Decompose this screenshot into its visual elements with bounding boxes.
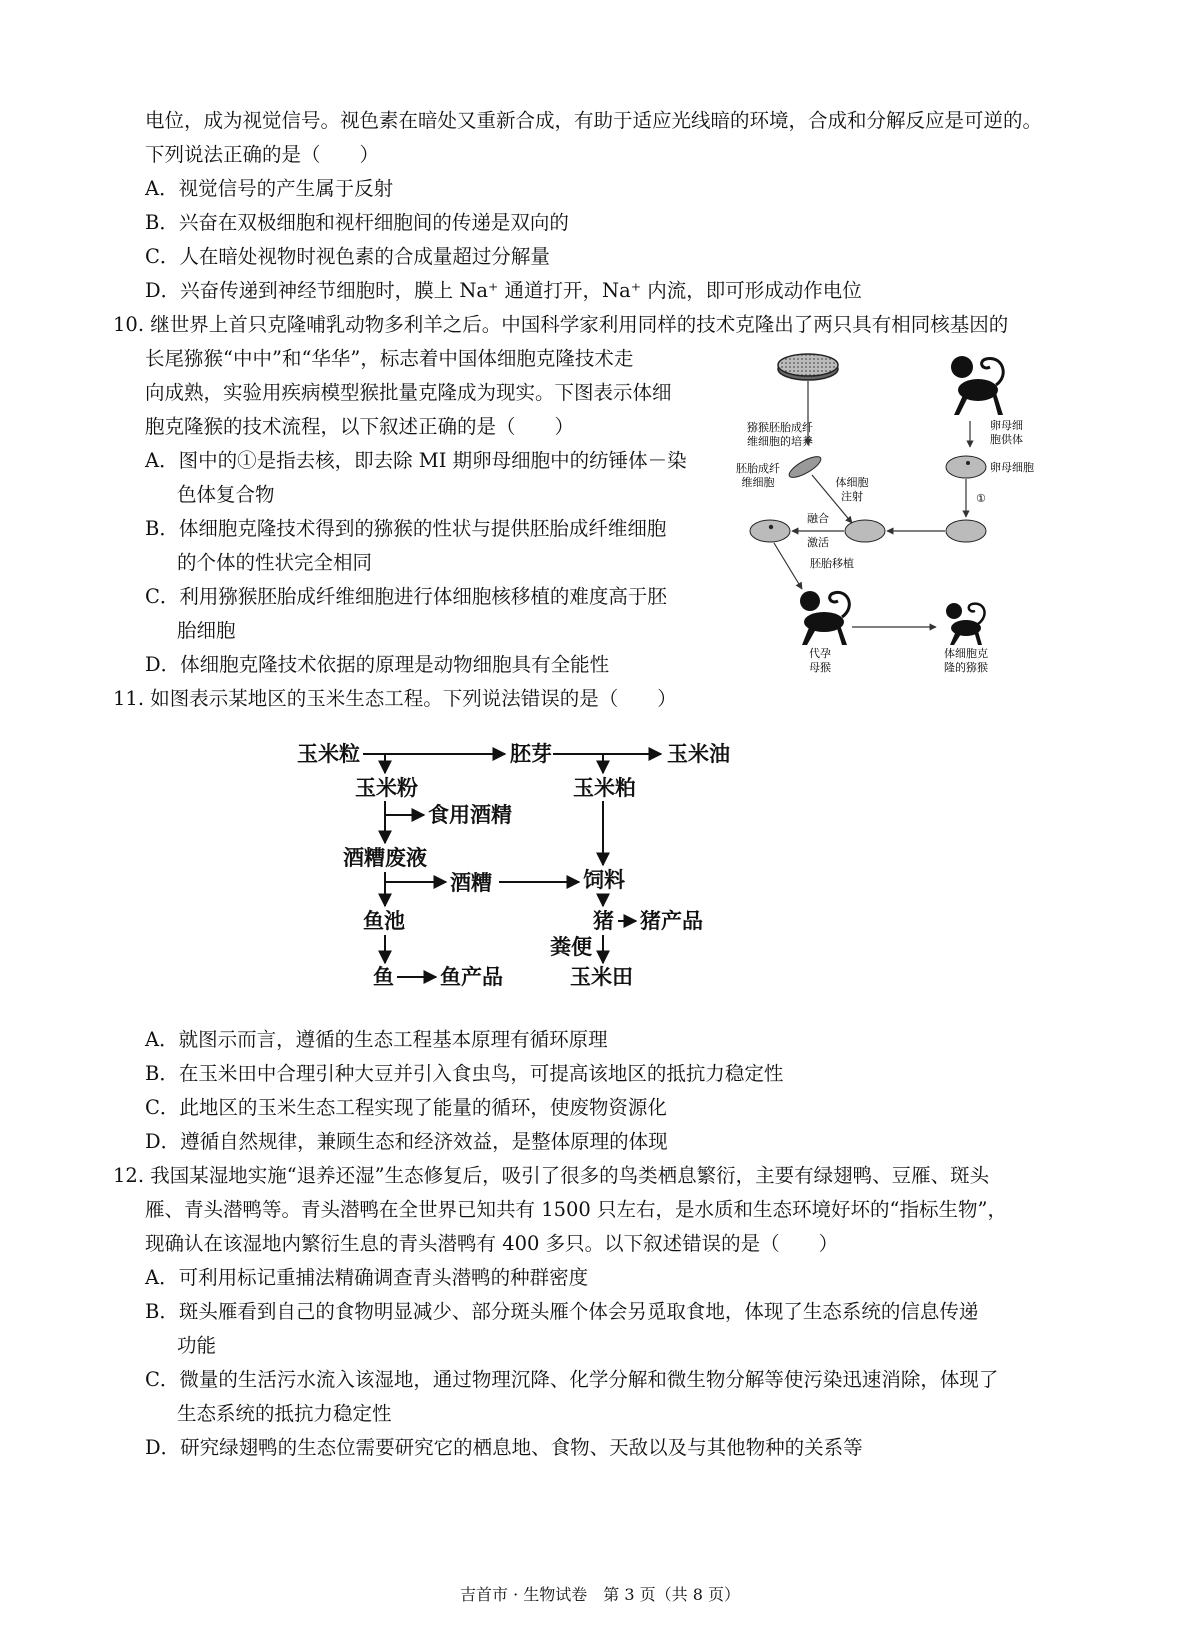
injected-oocyte-icon	[845, 520, 885, 542]
node-pork-product: 猪产品	[640, 909, 703, 933]
q12-stem-line2: 雁、青头潜鸭等。青头潜鸭在全世界已知共有 1500 只左右，是水质和生态环境好坏的“指标生物”，	[145, 1198, 1007, 1221]
q12-option-c: C．微量的生活污水流入该湿地，通过物理沉降、化学分解和微生物分解等使污染迅速消除，体现了	[145, 1368, 999, 1391]
fusion-label-2: 激活	[807, 536, 829, 549]
q9-option-c: C．人在暗处视物时视色素的合成量超过分解量	[145, 245, 550, 268]
node-corn-oil: 玉米油	[667, 742, 730, 766]
surrogate-monkey-icon	[800, 591, 849, 645]
injection-label-2: 注射	[841, 490, 863, 503]
node-corn-meal: 玉米粕	[573, 776, 636, 800]
q10-stem-line2: 长尾猕猴“中中”和“华华”，标志着中国体细胞克隆技术走	[145, 347, 634, 370]
donor-label-2: 胞供体	[990, 433, 1023, 446]
q9-option-d: D．兴奋传递到神经节细胞时，膜上 Na⁺ 通道打开，Na⁺ 内流，即可形成动作电位	[145, 279, 862, 302]
culture-label-2: 维细胞的培养	[747, 435, 813, 448]
q10-option-d: D．体细胞克隆技术依据的原理是动物细胞具有全能性	[145, 653, 610, 676]
q10-option-b-cont: 的个体的性状完全相同	[177, 551, 373, 574]
q11-option-c: C．此地区的玉米生态工程实现了能量的循环，使废物资源化	[145, 1096, 667, 1119]
q9-option-b: B．兴奋在双极细胞和视杆细胞间的传递是双向的	[145, 211, 569, 234]
fusion-label-1: 融合	[807, 512, 829, 525]
q10-option-a: A．图中的①是指去核，即去除 MI 期卵母细胞中的纺锤体－染	[145, 449, 687, 472]
fibroblast-label-2: 维细胞	[741, 476, 775, 489]
node-fish-product: 鱼产品	[440, 965, 503, 989]
q9-stem-line1: 电位，成为视觉信号。视色素在暗处又重新合成，有助于适应光线暗的环境，合成和分解反应是可逆的。	[145, 109, 1043, 132]
corn-eco-engineering-diagram	[285, 735, 755, 1005]
reconstructed-embryo-icon	[750, 520, 790, 542]
q10-option-c: C．利用猕猴胚胎成纤维细胞进行体细胞核移植的难度高于胚	[145, 585, 667, 608]
transfer-label: 胚胎移植	[810, 557, 854, 570]
step-1-label: ①	[976, 492, 986, 505]
node-edible-alcohol: 食用酒精	[428, 803, 512, 827]
node-pig: 猪	[593, 909, 614, 933]
q10-option-c-cont: 胎细胞	[177, 619, 236, 642]
node-fish: 鱼	[373, 965, 394, 989]
cloning-flow-diagram	[736, 345, 1034, 675]
surrogate-label-2: 母猴	[809, 661, 831, 674]
q10-option-b: B．体细胞克隆技术得到的猕猴的性状与提供胚胎成纤维细胞	[145, 517, 667, 540]
q12-option-a: A．可利用标记重捕法精确调查青头潜鸭的种群密度	[145, 1266, 589, 1289]
embryo-nucleus-icon	[769, 525, 773, 529]
page-footer: 吉首市 · 生物试卷 第 3 页（共 8 页）	[460, 1585, 740, 1604]
node-corn-field: 玉米田	[570, 965, 633, 989]
oocyte-label: 卵母细胞	[990, 461, 1034, 474]
fibroblast-cell-icon	[786, 453, 823, 481]
node-distillers-waste: 酒糟废液	[343, 846, 427, 870]
culture-dish-icon	[778, 354, 838, 380]
node-distillers-grains: 酒糟	[450, 871, 492, 895]
node-corn-flour: 玉米粉	[355, 776, 418, 800]
enucleated-oocyte-icon	[946, 520, 986, 542]
node-germ: 胚芽	[510, 742, 552, 766]
q9-option-a: A．视觉信号的产生属于反射	[145, 177, 394, 200]
q9-stem-line2: 下列说法正确的是（ ）	[145, 143, 380, 166]
culture-label-1: 猕猴胚胎成纤	[747, 421, 813, 434]
q10-stem-line1: 10. 继世界上首只克隆哺乳动物多利羊之后。中国科学家利用同样的技术克隆出了两只具有相同核基因的	[113, 313, 1009, 336]
node-fish-pond: 鱼池	[363, 909, 405, 933]
donor-monkey-icon	[951, 356, 1003, 415]
cloned-monkey-icon	[946, 603, 985, 645]
q12-stem-line3: 现确认在该湿地内繁衍生息的青头潜鸭有 400 多只。以下叙述错误的是（ ）	[145, 1232, 839, 1255]
injection-label-1: 体细胞	[835, 476, 869, 489]
node-feed: 饲料	[583, 868, 625, 892]
q11-option-b: B．在玉米田中合理引种大豆并引入食虫鸟，可提高该地区的抵抗力稳定性	[145, 1062, 784, 1085]
q10-stem-line3: 向成熟，实验用疾病模型猴批量克隆成为现实。下图表示体细	[145, 381, 672, 404]
q10-option-a-cont: 色体复合物	[177, 483, 275, 506]
q12-option-d: D．研究绿翅鸭的生态位需要研究它的栖息地、食物、天敌以及与其他物种的关系等	[145, 1436, 863, 1459]
q11-option-a: A．就图示而言，遵循的生态工程基本原理有循环原理	[145, 1028, 608, 1051]
q12-option-c-cont: 生态系统的抵抗力稳定性	[177, 1402, 392, 1425]
oocyte-nucleus-icon	[966, 461, 970, 465]
clone-label-2: 隆的猕猴	[944, 661, 988, 674]
oocyte-cell-icon	[946, 456, 986, 478]
fibroblast-label-1: 胚胎成纤	[736, 462, 780, 475]
q11-stem: 11. 如图表示某地区的玉米生态工程。下列说法错误的是（ ）	[113, 687, 677, 710]
q10-stem-line4: 胞克隆猴的技术流程，以下叙述正确的是（ ）	[145, 415, 575, 438]
q11-option-d: D．遵循自然规律，兼顾生态和经济效益，是整体原理的体现	[145, 1130, 668, 1153]
clone-label-1: 体细胞克	[944, 647, 988, 660]
surrogate-label-1: 代孕	[809, 647, 831, 660]
donor-label-1: 卵母细	[990, 419, 1023, 432]
q12-option-b-cont: 功能	[177, 1334, 217, 1357]
node-manure: 粪便	[550, 935, 592, 959]
node-corn-grain: 玉米粒	[297, 742, 360, 766]
q12-option-b: B．斑头雁看到自己的食物明显减少、部分斑头雁个体会另觅取食地，体现了生态系统的信息传递	[145, 1300, 979, 1323]
q12-stem-line1: 12. 我国某湿地实施“退养还湿”生态修复后，吸引了很多的鸟类栖息繁衍，主要有绿翅鸭、豆雁、斑头	[113, 1164, 990, 1187]
